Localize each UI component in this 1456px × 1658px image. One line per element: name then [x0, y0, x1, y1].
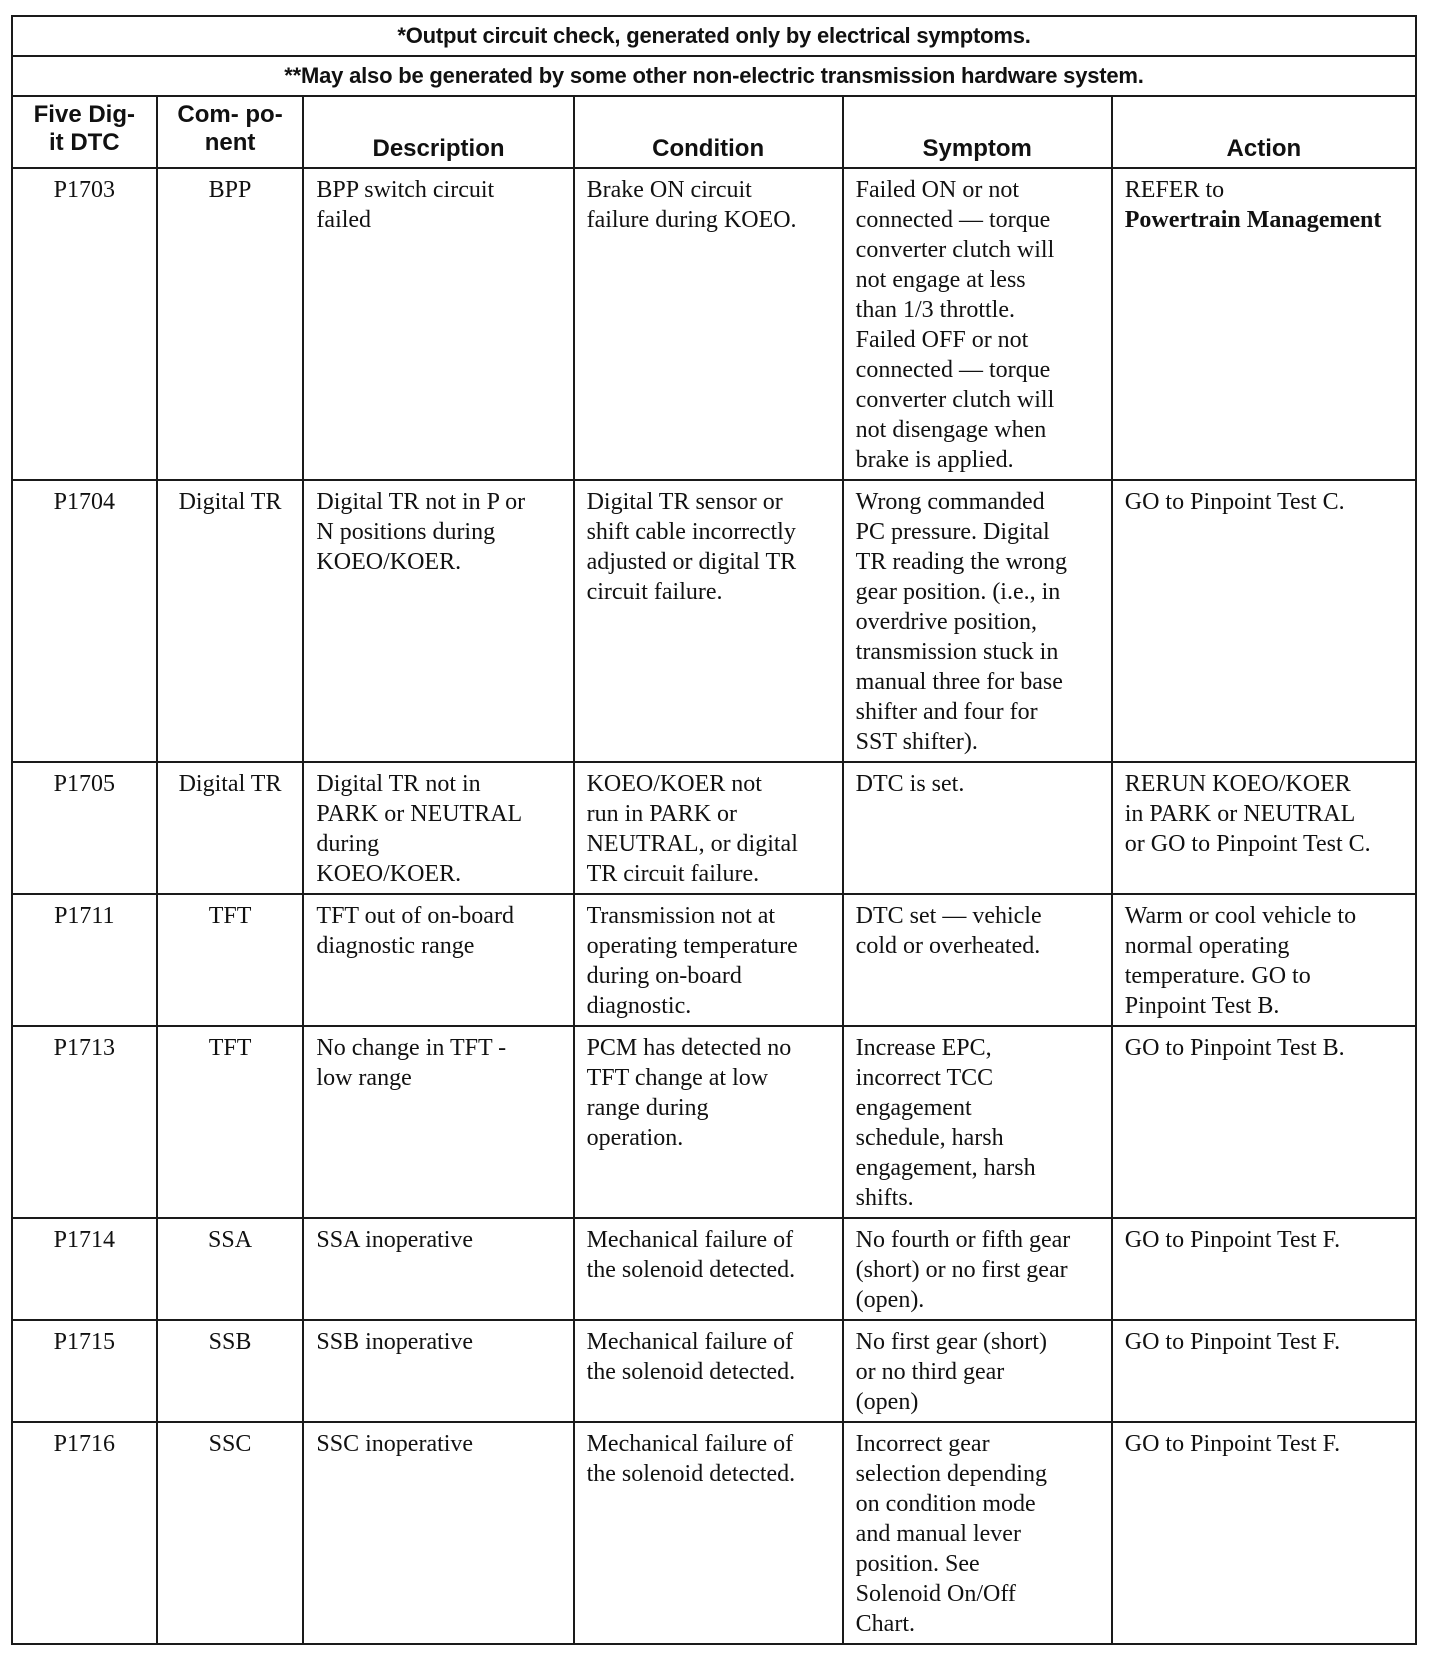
- action-line: normal operating: [1124, 933, 1290, 959]
- condition-line: the solenoid detected.: [586, 1359, 796, 1385]
- symptom-line: and manual lever: [855, 1521, 1021, 1547]
- component-line: SSA: [208, 1227, 253, 1253]
- header-symptom: Symptom: [843, 96, 1112, 168]
- table-row: [12, 1218, 1416, 1320]
- symptom-line: shifter and four for: [855, 699, 1038, 725]
- symptom-line: selection depending: [855, 1461, 1047, 1487]
- symptom-line: connected — torque: [855, 207, 1051, 233]
- symptom-line: Failed OFF or not: [855, 327, 1029, 353]
- symptom-line: Failed ON or not: [855, 177, 1019, 203]
- condition-line: the solenoid detected.: [586, 1461, 796, 1487]
- banner-row-1: [12, 16, 1416, 56]
- symptom-line: Wrong commanded: [855, 489, 1045, 515]
- action: [1112, 1026, 1416, 1218]
- action: [1112, 1320, 1416, 1422]
- symptom-line: not disengage when: [855, 417, 1047, 443]
- dtc-code-line: P1715: [53, 1329, 115, 1355]
- symptom-line: SST shifter).: [855, 729, 978, 755]
- condition-line: run in PARK or: [586, 801, 738, 827]
- action-line: GO to Pinpoint Test F.: [1124, 1227, 1341, 1253]
- action: [1112, 1218, 1416, 1320]
- header-component-line: nent: [204, 129, 256, 156]
- banner-row-2: [12, 56, 1416, 96]
- component: [157, 168, 304, 480]
- header-dtc-line: it DTC: [48, 129, 120, 156]
- symptom-line: DTC set — vehicle: [855, 903, 1042, 929]
- description-line: KOEO/KOER.: [316, 549, 462, 575]
- symptom: [843, 1320, 1112, 1422]
- symptom-line: No first gear (short): [855, 1329, 1047, 1355]
- dtc-code: [12, 480, 157, 762]
- description: [303, 480, 573, 762]
- condition: [574, 894, 843, 1026]
- table-row: [12, 1026, 1416, 1218]
- description-line: N positions during: [316, 519, 496, 545]
- symptom: [843, 1026, 1112, 1218]
- description: [303, 1320, 573, 1422]
- symptom-line: DTC is set.: [855, 771, 965, 797]
- action: [1112, 480, 1416, 762]
- condition: [574, 1026, 843, 1218]
- symptom-line: (open): [855, 1389, 919, 1415]
- header-component-line: Com- po-: [177, 101, 283, 128]
- description: [303, 762, 573, 894]
- symptom-line: Increase EPC,: [855, 1035, 992, 1061]
- description-line: failed: [316, 207, 372, 233]
- symptom-line: Chart.: [855, 1611, 915, 1637]
- dtc-code: [12, 1422, 157, 1644]
- condition-line: circuit failure.: [586, 579, 723, 605]
- condition-line: KOEO/KOER not: [586, 771, 762, 797]
- component-line: SSB: [208, 1329, 252, 1355]
- condition-line: PCM has detected no: [586, 1035, 792, 1061]
- dtc-code-line: P1713: [53, 1035, 115, 1061]
- header-action: Action: [1112, 96, 1416, 168]
- action-line: RERUN KOEO/KOER: [1124, 771, 1351, 797]
- description-line: SSB inoperative: [316, 1329, 474, 1355]
- symptom-line: No fourth or fifth gear: [855, 1227, 1071, 1253]
- component-line: BPP: [208, 177, 252, 203]
- table-row: [12, 1320, 1416, 1422]
- dtc-code: [12, 894, 157, 1026]
- dtc-code: [12, 1026, 157, 1218]
- component: [157, 894, 304, 1026]
- component-line: TFT: [208, 903, 252, 929]
- action: [1112, 762, 1416, 894]
- symptom: [843, 1218, 1112, 1320]
- action: [1112, 168, 1416, 480]
- symptom-line: (short) or no first gear: [855, 1257, 1068, 1283]
- component-line: Digital TR: [178, 489, 282, 515]
- header-dtc-line: Five Dig-: [33, 101, 135, 128]
- symptom-line: gear position. (i.e., in: [855, 579, 1061, 605]
- component: [157, 1422, 304, 1644]
- symptom-line: manual three for base: [855, 669, 1063, 695]
- action-line: Pinpoint Test B.: [1124, 993, 1280, 1019]
- description-line: KOEO/KOER.: [316, 861, 462, 887]
- description-line: PARK or NEUTRAL: [316, 801, 523, 827]
- banner-note-2: **May also be generated by some other non-electric transmission hardware system.: [12, 56, 1416, 96]
- action-line: GO to Pinpoint Test C.: [1124, 489, 1345, 515]
- symptom-line: schedule, harsh: [855, 1125, 1004, 1151]
- action-line: GO to Pinpoint Test F.: [1124, 1329, 1341, 1355]
- dtc-code-line: P1716: [53, 1431, 115, 1457]
- condition-line: during on-board: [586, 963, 742, 989]
- description-line: diagnostic range: [316, 933, 475, 959]
- symptom-line: converter clutch will: [855, 237, 1055, 263]
- symptom-line: TR reading the wrong: [855, 549, 1067, 575]
- action: [1112, 894, 1416, 1026]
- symptom: [843, 1422, 1112, 1644]
- dtc-code-line: P1703: [53, 177, 115, 203]
- description: [303, 1218, 573, 1320]
- component-line: TFT: [208, 1035, 252, 1061]
- condition-line: Digital TR sensor or: [586, 489, 783, 515]
- table-row: [12, 480, 1416, 762]
- symptom-line: converter clutch will: [855, 387, 1055, 413]
- condition-line: TR circuit failure.: [586, 861, 760, 887]
- condition-line: Mechanical failure of: [586, 1431, 794, 1457]
- description-line: No change in TFT -: [316, 1035, 507, 1061]
- condition-line: diagnostic.: [586, 993, 692, 1019]
- description: [303, 1422, 573, 1644]
- dtc-code: [12, 1320, 157, 1422]
- dtc-code-line: P1704: [53, 489, 115, 515]
- symptom-line: position. See: [855, 1551, 980, 1577]
- condition-line: failure during KOEO.: [586, 207, 797, 233]
- description-line: SSA inoperative: [316, 1227, 474, 1253]
- action-line: GO to Pinpoint Test F.: [1124, 1431, 1341, 1457]
- symptom-line: (open).: [855, 1287, 925, 1313]
- dtc-code-line: P1714: [53, 1227, 115, 1253]
- condition: [574, 1320, 843, 1422]
- symptom-line: PC pressure. Digital: [855, 519, 1050, 545]
- symptom-line: on condition mode: [855, 1491, 1036, 1517]
- symptom: [843, 168, 1112, 480]
- action-line: REFER to: [1124, 177, 1225, 203]
- dtc-table: [11, 15, 1417, 1645]
- symptom-line: engagement, harsh: [855, 1155, 1036, 1181]
- condition-line: Mechanical failure of: [586, 1227, 794, 1253]
- symptom-line: Solenoid On/Off: [855, 1581, 1016, 1607]
- description: [303, 1026, 573, 1218]
- description-line: TFT out of on-board: [316, 903, 514, 929]
- symptom-line: connected — torque: [855, 357, 1051, 383]
- dtc-code: [12, 168, 157, 480]
- condition-line: operation.: [586, 1125, 684, 1151]
- component: [157, 1026, 304, 1218]
- condition-line: operating temperature: [586, 933, 798, 959]
- description: [303, 894, 573, 1026]
- symptom-line: engagement: [855, 1095, 972, 1121]
- table-row: [12, 762, 1416, 894]
- symptom-line: incorrect TCC: [855, 1065, 994, 1091]
- header-dtc: [12, 96, 157, 168]
- header-condition: Condition: [574, 96, 843, 168]
- symptom-line: or no third gear: [855, 1359, 1005, 1385]
- description: [303, 168, 573, 480]
- dtc-code: [12, 1218, 157, 1320]
- condition: [574, 1218, 843, 1320]
- action-line: GO to Pinpoint Test B.: [1124, 1035, 1345, 1061]
- component: [157, 762, 304, 894]
- action-line: temperature. GO to: [1124, 963, 1311, 989]
- condition: [574, 1422, 843, 1644]
- header-description: Description: [303, 96, 573, 168]
- action-line: or GO to Pinpoint Test C.: [1124, 831, 1371, 857]
- component: [157, 1218, 304, 1320]
- symptom: [843, 480, 1112, 762]
- description-line: during: [316, 831, 380, 857]
- condition-line: TFT change at low: [586, 1065, 769, 1091]
- component-line: SSC: [208, 1431, 252, 1457]
- condition-line: the solenoid detected.: [586, 1257, 796, 1283]
- symptom: [843, 894, 1112, 1026]
- table-row: [12, 168, 1416, 480]
- dtc-code: [12, 762, 157, 894]
- condition-line: range during: [586, 1095, 709, 1121]
- table-row: [12, 894, 1416, 1026]
- table-body: [12, 168, 1416, 1644]
- banner-note-1: *Output circuit check, generated only by electrical symptoms.: [12, 16, 1416, 56]
- header-component: [157, 96, 304, 168]
- symptom-line: brake is applied.: [855, 447, 1014, 473]
- component-line: Digital TR: [178, 771, 282, 797]
- table-row: [12, 1422, 1416, 1644]
- component: [157, 480, 304, 762]
- description-line: Digital TR not in P or: [316, 489, 526, 515]
- symptom-line: overdrive position,: [855, 609, 1037, 635]
- description-line: BPP switch circuit: [316, 177, 495, 203]
- action: [1112, 1422, 1416, 1644]
- condition-line: shift cable incorrectly: [586, 519, 796, 545]
- dtc-code-line: P1711: [54, 903, 115, 929]
- header-row: [12, 96, 1416, 168]
- condition-line: NEUTRAL, or digital: [586, 831, 798, 857]
- symptom-line: shifts.: [855, 1185, 914, 1211]
- condition: [574, 762, 843, 894]
- symptom-line: cold or overheated.: [855, 933, 1041, 959]
- description-line: SSC inoperative: [316, 1431, 474, 1457]
- symptom-line: Incorrect gear: [855, 1431, 990, 1457]
- condition-line: Transmission not at: [586, 903, 776, 929]
- symptom: [843, 762, 1112, 894]
- symptom-line: transmission stuck in: [855, 639, 1059, 665]
- description-line: Digital TR not in: [316, 771, 481, 797]
- condition: [574, 168, 843, 480]
- action-bold-line: Powertrain Management: [1124, 207, 1382, 233]
- description-line: low range: [316, 1065, 412, 1091]
- condition-line: Brake ON circuit: [586, 177, 752, 203]
- condition-line: Mechanical failure of: [586, 1329, 794, 1355]
- dtc-code-line: P1705: [53, 771, 115, 797]
- symptom-line: not engage at less: [855, 267, 1026, 293]
- symptom-line: than 1/3 throttle.: [855, 297, 1015, 323]
- action-line: Warm or cool vehicle to: [1124, 903, 1357, 929]
- component: [157, 1320, 304, 1422]
- action-line: in PARK or NEUTRAL: [1124, 801, 1356, 827]
- condition: [574, 480, 843, 762]
- condition-line: adjusted or digital TR: [586, 549, 797, 575]
